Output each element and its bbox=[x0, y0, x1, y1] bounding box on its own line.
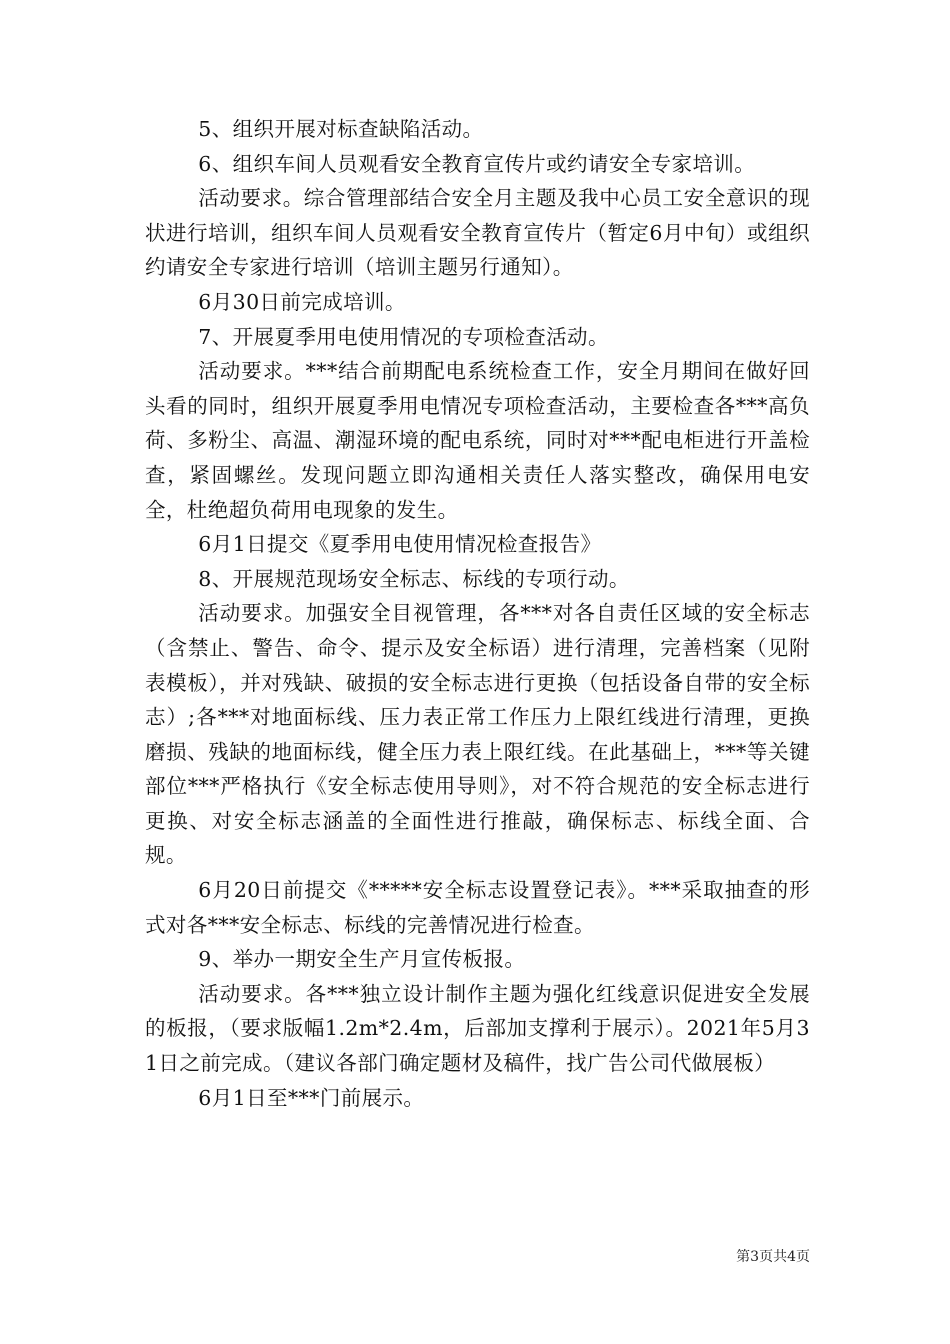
paragraph-deadline-9: 6月1日至***门前展示。 bbox=[198, 1085, 425, 1110]
paragraph-requirement-7: 活动要求。***结合前期配电系统检查工作，安全月期间在做好回头看的同时，组织开展夏季用电情况专项检查活动，主要检查各***高负荷、多粉尘、高温、潮湿环境的配电系统，同时对***配电柜进行开盖检查，紧固螺丝。发现问题立即沟通相关责任人落实整改，确保用电安全，杜绝超负荷用电现象的发生。 bbox=[145, 359, 810, 522]
paragraph-requirement-6: 活动要求。综合管理部结合安全月主题及我中心员工安全意识的现状进行培训，组织车间人员观看安全教育宣传片（暂定6月中旬）或组织约请安全专家进行培训（培训主题另行通知）。 bbox=[145, 186, 810, 280]
document-body bbox=[145, 112, 810, 1115]
paragraph-requirement-8: 活动要求。加强安全目视管理，各***对各自责任区域的安全标志（含禁止、警告、命令、提示及安全标语）进行清理，完善档案（见附表模板），并对残缺、破损的安全标志进行更换（包括设备自带的安全标志）;各***对地面标线、压力表正常工作压力上限红线进行清理，更换磨损、残缺的地面标线，健全压力表上限红线。在此基础上，***等关键部位***严格执行《安全标志使用导则》，对不符合规范的安全标志进行更换、对安全标志涵盖的全面性进行推敲，确保标志、标线全面、合规。 bbox=[145, 601, 810, 868]
paragraph-deadline-7: 6月1日提交《夏季用电使用情况检查报告》 bbox=[198, 532, 602, 557]
paragraph-item-7: 7、开展夏季用电使用情况的专项检查活动。 bbox=[198, 324, 609, 349]
paragraph-deadline-8: 6月20日前提交《*****安全标志设置登记表》。***采取抽查的形式对各***安全标志、标线的完善情况进行检查。 bbox=[145, 878, 810, 937]
page-number: 第3页共4页 bbox=[736, 1249, 810, 1265]
paragraph-item-8: 8、开展规范现场安全标志、标线的专项行动。 bbox=[198, 566, 630, 591]
paragraph-requirement-9: 活动要求。各***独立设计制作主题为强化红线意识促进安全发展的板报，（要求版幅1.2m*2.4m，后部加支撑利于展示）。2021年5月31日之前完成。（建议各部门确定题材及稿件，找广告公司代做展板） bbox=[145, 981, 810, 1076]
paragraph-item-6: 6、组织车间人员观看安全教育宣传片或约请安全专家培训。 bbox=[198, 151, 756, 176]
paragraph-item-9: 9、举办一期安全生产月宣传板报。 bbox=[198, 947, 526, 972]
paragraph-item-5: 5、组织开展对标查缺陷活动。 bbox=[198, 117, 484, 141]
paragraph-deadline-6: 6月30日前完成培训。 bbox=[198, 289, 406, 314]
